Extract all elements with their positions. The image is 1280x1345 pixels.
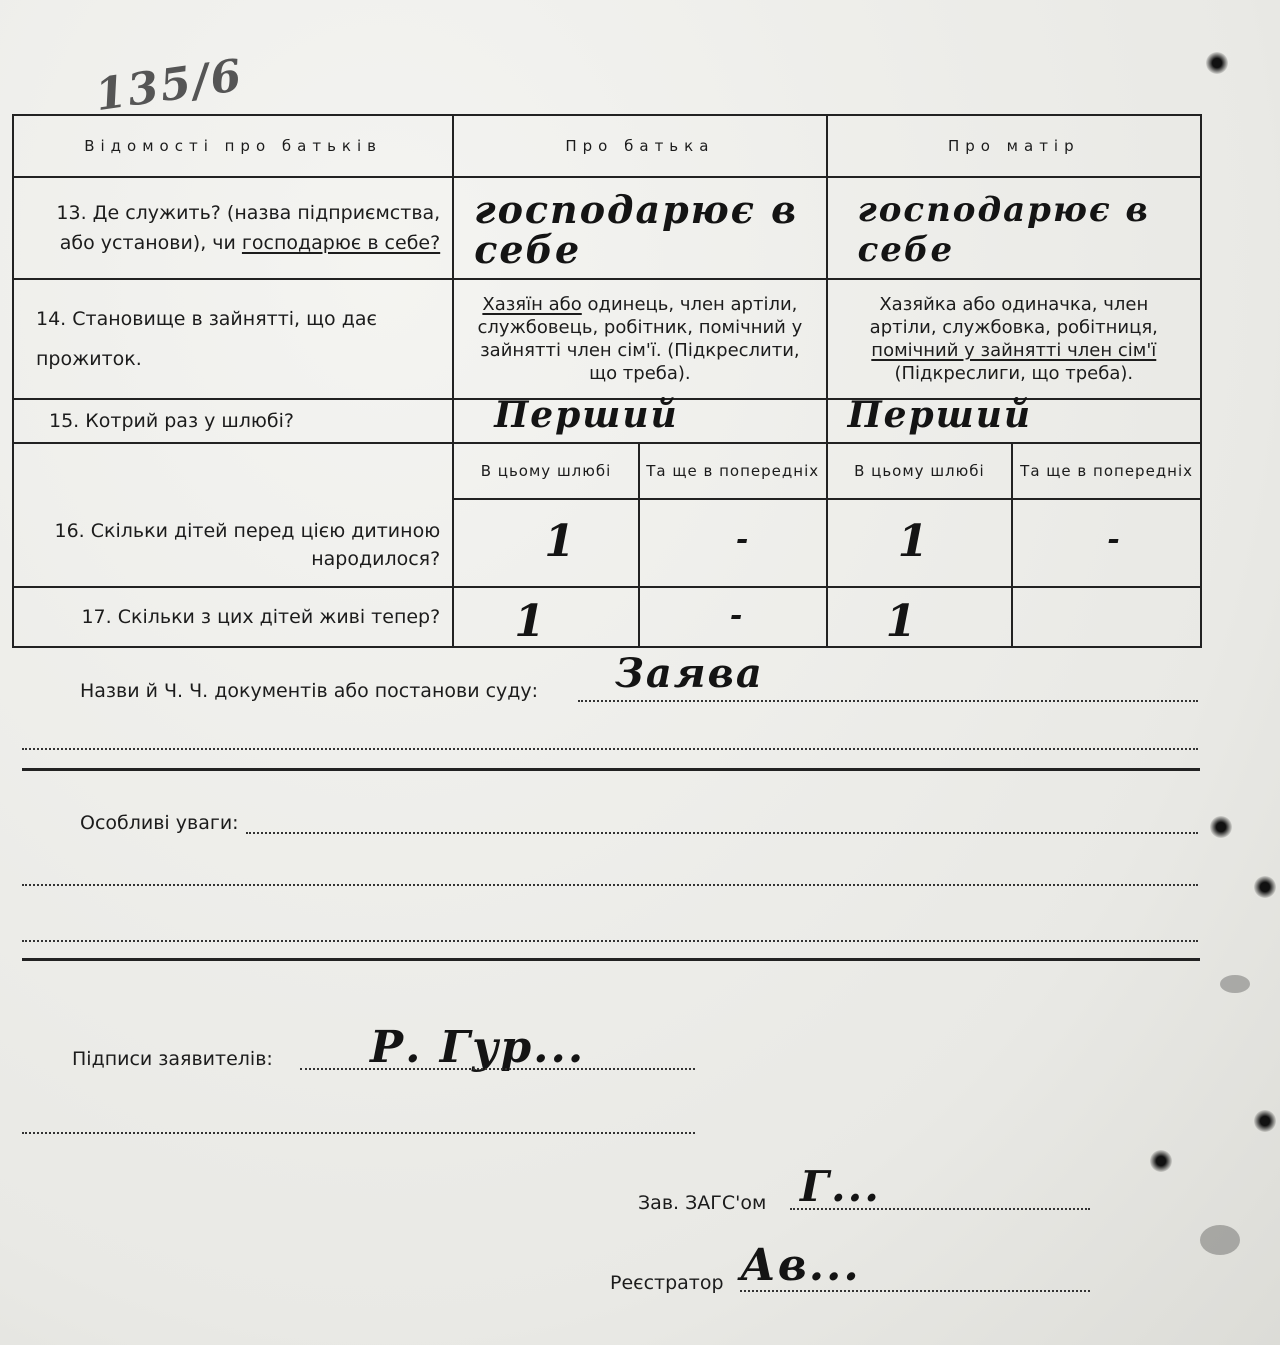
row14-father-selected: Хазяїн або (482, 294, 582, 315)
row13-label-underlined: господарює в себе? (241, 232, 441, 254)
row15-father (453, 394, 826, 443)
row16-mother-this (827, 499, 1013, 587)
zags-head-label: Зав. ЗАГС'ом (638, 1192, 767, 1214)
row17-mother-this (827, 587, 1013, 647)
row15-mother-value: Перший (847, 394, 1033, 436)
header-mother: Про матір (827, 115, 1201, 177)
row14-mother (827, 279, 1201, 399)
row-14 (13, 279, 1201, 399)
row15-mother (827, 394, 1201, 443)
row13-mother-value: господарює в себе (857, 190, 1150, 270)
row16-label: 16. Скільки дітей перед цією дитиною народилося? (13, 443, 453, 587)
row14-mother-selected: помічний у зайнятті член сім'ї (871, 340, 1157, 361)
row15-label: 15. Котрий раз у шлюбі? (13, 399, 453, 443)
row17-mother-prev (1012, 587, 1201, 647)
table-header-row (13, 115, 1201, 177)
documents-label: Назви й Ч. Ч. документів або постанови суду: (80, 680, 539, 702)
row15-father-value: Перший (494, 394, 679, 436)
row17-father-this (453, 587, 639, 647)
row16-father-prev-value: - (735, 522, 751, 557)
row17-father-prev-value: - (729, 598, 745, 633)
father-previous-header: Та ще в попередніх (639, 443, 827, 499)
row13-label-text: 13. Де служить? (назва підприємства, або установи), чи (56, 202, 441, 254)
row16-mother-prev-value: - (1107, 522, 1122, 557)
row14-father (453, 279, 826, 399)
row13-father-value: господарює в себе (474, 187, 799, 272)
row14-mother-options: Хазяйка або одиначка, член артіли, службовка, робітниця, (869, 294, 1158, 338)
father-this-marriage-header: В цьому шлюбі (453, 443, 639, 499)
header-parents-info: Відомості про батьків (13, 115, 453, 177)
zags-head-signature: Г... (800, 1162, 881, 1211)
row-15 (13, 399, 1201, 443)
row17-mother-this-value: 1 (885, 596, 919, 647)
mother-previous-header: Та ще в попередніх (1012, 443, 1201, 499)
row16-father-prev (639, 499, 827, 587)
row-16-subheader (13, 443, 1201, 499)
header-father: Про батька (453, 115, 826, 177)
row13-mother (827, 177, 1201, 279)
row16-mother-this-value: 1 (897, 516, 931, 567)
registrar-label: Реєстратор (610, 1272, 724, 1294)
row16-mother-prev (1012, 499, 1201, 587)
row14-mother-hint: (Підкреслиги, що треба). (894, 363, 1134, 384)
row17-label: 17. Скільки з цих дітей живі тепер? (13, 587, 453, 647)
row16-father-this (453, 499, 639, 587)
row13-label (13, 177, 453, 279)
row16-father-this-value: 1 (544, 516, 577, 567)
row-17 (13, 587, 1201, 647)
row14-label: 14. Становище в зайнятті, що дає прожиток. (13, 279, 453, 399)
row14-father-options: одинець, член артіли, службовець, робітник, помічний у зайнятті член сім'ї. (Підкреслити, що треба). (477, 294, 803, 384)
applicants-signature-label: Підписи заявителів: (72, 1048, 273, 1070)
registrar-signature: Ав... (740, 1240, 861, 1291)
applicants-signature: Р. Гур... (370, 1022, 586, 1073)
row-13 (13, 177, 1201, 279)
row17-father-prev (639, 587, 827, 647)
parents-info-table (12, 114, 1202, 648)
archive-number: 135/6 (92, 49, 247, 122)
row17-father-this-value: 1 (514, 596, 547, 647)
remarks-label: Особливі уваги: (80, 812, 239, 834)
mother-this-marriage-header: В цьому шлюбі (827, 443, 1013, 499)
row13-father (453, 177, 826, 279)
documents-value: Заява (615, 650, 764, 697)
